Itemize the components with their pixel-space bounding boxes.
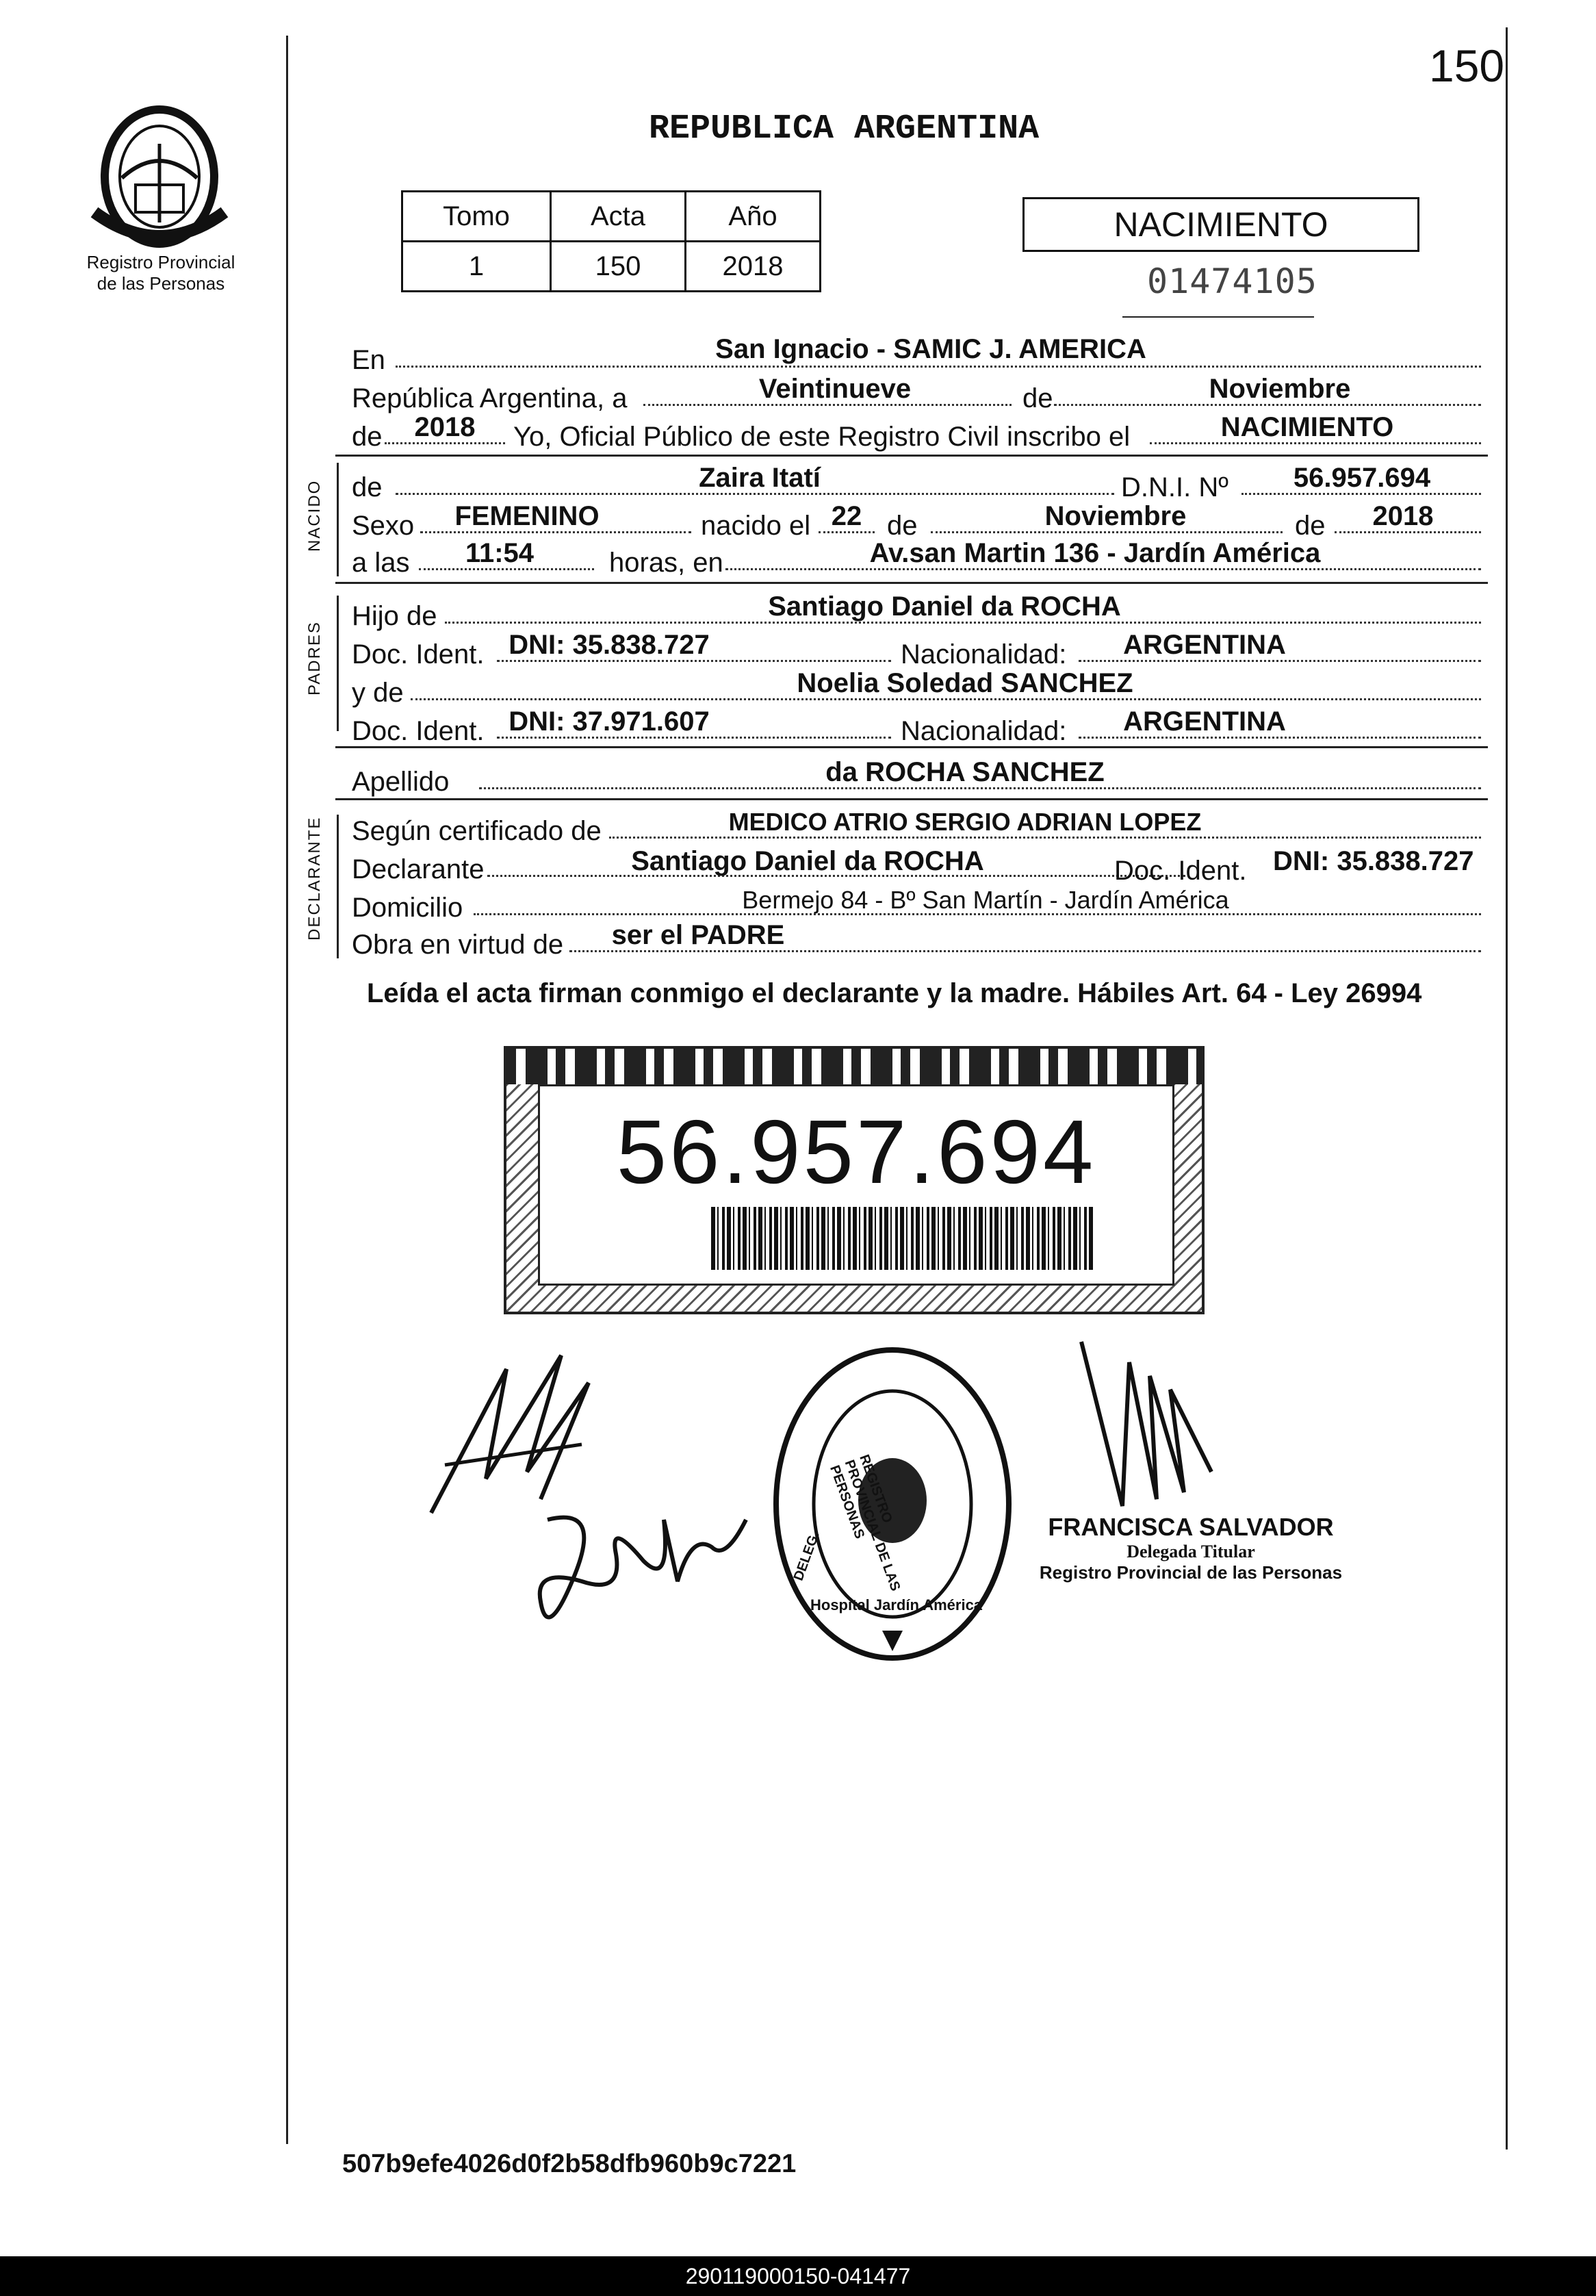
label-nac-padre: Nacionalidad: xyxy=(901,639,1067,669)
stamp-ring-left: DELEG. xyxy=(790,1529,823,1583)
signatory-role: Delegada Titular xyxy=(1127,1542,1255,1561)
nacido-bracket xyxy=(337,463,339,576)
value-padre: Santiago Daniel da ROCHA xyxy=(768,591,1121,622)
value-doc-padre: DNI: 35.838.727 xyxy=(509,630,710,660)
page-title: REPUBLICA ARGENTINA xyxy=(649,110,1040,149)
registry-seal-icon xyxy=(81,103,238,253)
value-declarante: Santiago Daniel da ROCHA xyxy=(631,846,984,876)
dots-certificado xyxy=(609,837,1481,839)
value-dia-nac: 22 xyxy=(831,501,862,531)
value-domicilio: Bermejo 84 - Bº San Martín - Jardín América xyxy=(742,886,1229,914)
label-de-anio: de xyxy=(352,422,383,452)
serial-number: 01474105 xyxy=(1147,262,1317,301)
act-type-box xyxy=(1022,197,1419,252)
registry-stamp-icon xyxy=(769,1343,1016,1665)
label-nac-madre: Nacionalidad: xyxy=(901,716,1067,746)
header-anio: Año xyxy=(686,192,821,242)
value-virtud: ser el PADRE xyxy=(611,920,785,950)
sticker-inner-panel xyxy=(538,1084,1174,1286)
label-republica: República Argentina, a xyxy=(352,383,628,413)
value-madre: Noelia Soledad SANCHEZ xyxy=(797,668,1133,698)
value-lugar: San Ignacio - SAMIC J. AMERICA xyxy=(715,334,1146,364)
dni-sticker-number: 56.957.694 xyxy=(616,1101,1096,1202)
label-a-las: a las xyxy=(352,548,410,578)
registry-name xyxy=(68,252,253,294)
declarante-bracket xyxy=(337,815,339,958)
label-en: En xyxy=(352,345,385,375)
label-hijo-de: Hijo de xyxy=(352,601,437,631)
value-nac-padre: ARGENTINA xyxy=(1123,630,1286,660)
footer-code: 290119000150-041477 xyxy=(685,2264,911,2288)
closing-text: Leída el acta firman conmigo el declarante y la madre. Hábiles Art. 64 - Ley 26994 xyxy=(367,978,1422,1008)
signatory-name: FRANCISCA SALVADOR xyxy=(1048,1513,1334,1541)
left-margin-line xyxy=(286,36,288,2144)
signature-middle-icon xyxy=(520,1479,767,1657)
serial-underline xyxy=(1122,316,1314,318)
value-lugar-nac: Av.san Martin 136 - Jardín América xyxy=(869,538,1321,568)
side-label-padres: PADRES xyxy=(305,621,324,696)
label-de-anio-nac: de xyxy=(1295,511,1326,541)
header-tomo: Tomo xyxy=(402,192,551,242)
label-segun-cert: Según certificado de xyxy=(352,816,602,846)
divider-2 xyxy=(335,582,1488,584)
label-dni: D.N.I. Nº xyxy=(1121,472,1228,502)
divider-4 xyxy=(335,798,1488,800)
label-horas-en: horas, en xyxy=(609,548,723,578)
label-declarante: Declarante xyxy=(352,854,485,884)
value-nac-madre: ARGENTINA xyxy=(1123,706,1286,737)
value-anio: 2018 xyxy=(414,412,476,442)
value-doc-madre: DNI: 37.971.607 xyxy=(509,706,710,737)
value-mes-nac: Noviembre xyxy=(1044,501,1187,531)
side-label-nacido: NACIDO xyxy=(305,479,324,552)
page-number: 150 xyxy=(1429,40,1505,91)
signature-right-icon xyxy=(1068,1335,1218,1513)
value-sexo: FEMENINO xyxy=(454,501,600,531)
stamp-inner: Hospital Jardín América xyxy=(810,1596,983,1613)
divider-3 xyxy=(335,746,1488,748)
value-inscribo: NACIMIENTO xyxy=(1220,412,1394,442)
label-y-de: y de xyxy=(352,678,404,708)
value-tomo: 1 xyxy=(402,242,551,292)
value-apellido: da ROCHA SANCHEZ xyxy=(825,757,1105,787)
signatory-block xyxy=(1020,1513,1362,1583)
divider-1 xyxy=(335,455,1488,457)
tomo-acta-anio-table xyxy=(401,190,821,292)
barcode-icon xyxy=(711,1207,1094,1270)
act-type: NACIMIENTO xyxy=(1114,205,1328,244)
label-nacido-el: nacido el xyxy=(701,511,811,541)
label-obra-en-virtud: Obra en virtud de xyxy=(352,930,564,960)
label-domicilio: Domicilio xyxy=(352,893,463,923)
value-doc-declarante: DNI: 35.838.727 xyxy=(1273,846,1474,876)
dots-lugar xyxy=(396,366,1481,368)
value-anio: 2018 xyxy=(686,242,821,292)
right-margin-line xyxy=(1506,27,1508,2150)
label-de-mes-nac: de xyxy=(887,511,918,541)
value-dni: 56.957.694 xyxy=(1293,463,1431,493)
label-apellido: Apellido xyxy=(352,767,450,797)
value-mes: Noviembre xyxy=(1209,374,1351,404)
registry-name-line2: de las Personas xyxy=(96,273,225,294)
label-sexo: Sexo xyxy=(352,511,415,541)
label-yo-oficial: Yo, Oficial Público de este Registro Civil inscribo el xyxy=(513,422,1131,452)
document-hash: 507b9efe4026d0f2b58dfb960b9c7221 xyxy=(342,2150,797,2178)
sticker-pattern-strip xyxy=(506,1049,1202,1084)
signatory-office: Registro Provincial de las Personas xyxy=(1039,1562,1343,1583)
value-acta: 150 xyxy=(551,242,686,292)
label-de-nombre: de xyxy=(352,472,383,502)
footer-bar xyxy=(0,2256,1596,2296)
value-nombre: Zaira Itatí xyxy=(699,463,821,493)
side-label-declarante: DECLARANTE xyxy=(305,816,324,941)
label-de-mes: de xyxy=(1022,383,1053,413)
value-dia-letras: Veintinueve xyxy=(758,374,912,404)
value-anio-nac: 2018 xyxy=(1372,501,1434,531)
stamp-ring-top: REGISTRO PROVINCIAL DE LAS PERSONAS xyxy=(827,1453,903,1594)
label-doc-declarante: Doc. Ident. xyxy=(1114,856,1247,886)
dni-sticker xyxy=(504,1046,1205,1314)
value-certificado: MEDICO ATRIO SERGIO ADRIAN LOPEZ xyxy=(728,808,1202,836)
label-doc-padre: Doc. Ident. xyxy=(352,639,485,669)
registry-name-line1: Registro Provincial xyxy=(86,252,235,272)
value-hora: 11:54 xyxy=(465,538,535,568)
label-doc-madre: Doc. Ident. xyxy=(352,716,485,746)
header-acta: Acta xyxy=(551,192,686,242)
padres-bracket xyxy=(337,596,339,731)
